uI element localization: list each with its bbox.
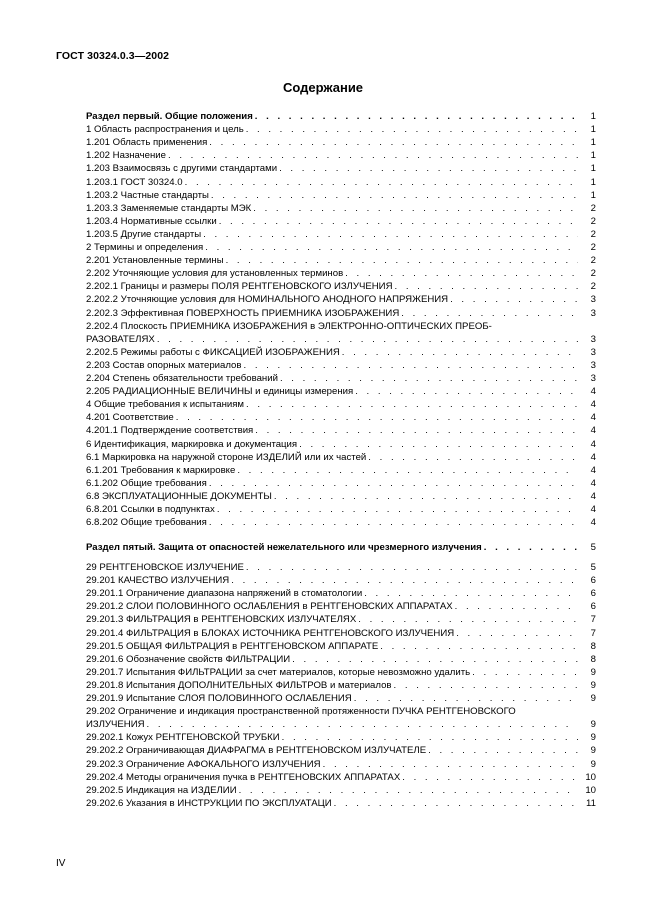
toc-entry-page: 2 (590, 228, 596, 240)
toc-entry-title: 29.201.9 Испытание СЛОЯ ПОЛОВИННОГО ОСЛАБЛЕНИЯ (86, 693, 352, 704)
toc-dot-leader (279, 162, 578, 175)
toc-entry-page: 2 (590, 242, 596, 253)
toc-entry-page: 2 (590, 202, 596, 214)
toc-entry-title: 29.202.6 Указания в ИНСТРУКЦИИ ПО ЭКСПЛУАТАЦИ (86, 797, 332, 809)
toc-entry-title: 6.8.201 Ссылки в подпунктах (86, 504, 215, 515)
toc-entry-title: РАЗОВАТЕЛЯХ (86, 333, 155, 345)
toc-entry-title: 1.203.1 ГОСТ 30324.0 (86, 176, 183, 188)
toc-entry-title: 29.202.1 Кожух РЕНТГЕНОВСКОЙ ТРУБКИ (86, 732, 280, 744)
toc-dot-leader (274, 490, 578, 503)
toc-entry-page: 6 (590, 575, 596, 587)
toc-entry-page: 3 (590, 373, 596, 384)
toc-entry-title: 1.203.5 Другие стандарты (86, 228, 202, 240)
toc-dot-leader (334, 797, 578, 810)
toc-entry (86, 307, 596, 320)
toc-entry (86, 679, 596, 692)
toc-dot-leader (299, 438, 578, 451)
toc-entry-title: 1.201 Область применения (86, 137, 208, 149)
toc-entry (86, 372, 596, 385)
toc-entry-page: 9 (590, 666, 596, 678)
toc-entry-page: 9 (590, 679, 596, 691)
toc-entry-title: 29.201.5 ОБЩАЯ ФИЛЬТРАЦИЯ в РЕНТГЕНОВСКОМ АППАРАТЕ (86, 640, 379, 652)
toc-entry-title: 1.203.4 Нормативные ссылки (86, 215, 217, 227)
toc-entry-title: 29.202.4 Методы ограничения пучка в РЕНТГЕНОВСКИХ АППАРАТАХ (86, 771, 401, 783)
toc-dot-leader (394, 679, 578, 692)
toc-dot-leader (455, 600, 578, 613)
toc-entry (86, 718, 596, 731)
toc-entry-title: 6.8 ЭКСПЛУАТАЦИОННЫЕ ДОКУМЕНТЫ (86, 490, 272, 502)
toc-entry-title: 2.202.3 Эффективная ПОВЕРХНОСТЬ ПРИЕМНИКА ИЗОБРАЖЕНИЯ (86, 307, 400, 319)
toc-dot-leader (402, 771, 578, 784)
toc-entry-page: 4 (590, 464, 596, 476)
toc-dot-leader (246, 561, 578, 574)
toc-entry-page: 10 (585, 771, 596, 783)
toc-dot-leader (211, 189, 578, 202)
toc-entry-page: 1 (590, 111, 596, 122)
toc-entry-page: 5 (590, 562, 596, 573)
toc-entry-title: 1.203 Взаимосвязь с другими стандартами (86, 163, 278, 175)
toc-entry-page: 1 (590, 124, 596, 136)
toc-entry-title: 2.202.1 Границы и размеры ПОЛЯ РЕНТГЕНОВСКОГО ИЗЛУЧЕНИЯ (86, 281, 393, 293)
toc-entry (86, 771, 596, 784)
toc-entry-page: 7 (590, 627, 596, 639)
toc-entry-title: 1 Область распространения и цель (86, 124, 244, 136)
toc-entry (86, 110, 596, 123)
toc-entry-title: Раздел первый. Общие положения (86, 111, 253, 122)
toc-entry-title: Раздел пятый. Защита от опасностей нежелательного или чрезмерного излучения (86, 542, 482, 553)
toc-entry-title: 4 Общие требования к испытаниям (86, 399, 245, 411)
toc-entry-title: 29.202.3 Ограничение АФОКАЛЬНОГО ИЗЛУЧЕНИЯ (86, 758, 321, 770)
toc-entry-page: 4 (590, 451, 596, 463)
toc-entry-page: 1 (590, 176, 596, 188)
toc-entry-page: 3 (590, 294, 596, 306)
toc-dot-leader (217, 503, 578, 516)
toc-entry (86, 797, 596, 810)
toc-entry-title: ИЗЛУЧЕНИЯ (86, 719, 145, 731)
toc-entry (86, 398, 596, 411)
toc-dot-leader (157, 333, 578, 346)
toc-dot-leader (355, 385, 578, 398)
toc-entry (86, 333, 596, 346)
toc-entry-page: 9 (590, 719, 596, 731)
toc-entry (86, 424, 596, 437)
toc-entry (86, 541, 596, 554)
toc-entry-page: 4 (590, 386, 596, 398)
toc-entry-title: 29.201 КАЧЕСТВО ИЗЛУЧЕНИЯ (86, 575, 230, 587)
toc-entry-title: 2.202.2 Уточняющие условия для НОМИНАЛЬНОГО АНОДНОГО НАПРЯЖЕНИЯ (86, 294, 449, 306)
toc-entry-title: 29.201.6 Обозначение свойств ФИЛЬТРАЦИИ (86, 653, 291, 665)
toc-entry-title: 1.203.2 Частные стандарты (86, 189, 209, 201)
toc-entry-page: 8 (590, 640, 596, 652)
toc-entry-title: 6.1 Маркировка на наружной стороне ИЗДЕЛИЙ или их частей (86, 451, 367, 463)
toc-dot-leader (176, 411, 578, 424)
toc-dot-leader (237, 464, 578, 477)
toc-dot-leader (380, 640, 578, 653)
toc-dot-leader (209, 136, 578, 149)
toc-dot-leader (246, 398, 578, 411)
toc-entry-title: 2 Термины и определения (86, 242, 204, 253)
toc-entry (86, 784, 596, 797)
toc-dot-leader (484, 541, 578, 554)
toc-dot-leader (364, 587, 578, 600)
toc-entry-page: 8 (590, 653, 596, 665)
toc-entry-title: 2.201 Установленные термины (86, 255, 224, 267)
toc-entry (86, 731, 596, 744)
toc-dot-leader (255, 110, 578, 123)
toc-entry-title: 29.201.4 ФИЛЬТРАЦИЯ в БЛОКАХ ИСТОЧНИКА РЕНТГЕНОВСКОГО ИЗЛУЧЕНИЯ (86, 627, 455, 639)
toc-entry-title: 2.205 РАДИАЦИОННЫЕ ВЕЛИЧИНЫ и единицы измерения (86, 386, 354, 398)
toc-dot-leader (395, 280, 579, 293)
toc-dot-leader (147, 718, 578, 731)
toc-dot-leader (342, 346, 578, 359)
toc-entry-title: 4.201.1 Подтверждение соответствия (86, 425, 254, 437)
toc-entry (86, 705, 596, 718)
toc-dot-leader (185, 176, 578, 189)
toc-dot-leader (231, 574, 578, 587)
toc-entry (86, 653, 596, 666)
toc-entry (86, 627, 596, 640)
toc-dot-leader (368, 451, 578, 464)
toc-dot-leader (244, 359, 579, 372)
toc-entry (86, 228, 596, 241)
toc-entry (86, 744, 596, 757)
toc-entry-page: 4 (590, 412, 596, 424)
toc-dot-leader (253, 202, 578, 215)
toc-entry-title: 6.8.202 Общие требования (86, 517, 207, 529)
toc-entry-page: 2 (590, 268, 596, 280)
toc-entry-title: 2.202 Уточняющие условия для установленных терминов (86, 268, 344, 280)
toc-entry-page: 4 (590, 490, 596, 502)
toc-entry-page: 4 (590, 517, 596, 529)
toc-entry-page: 7 (590, 614, 596, 626)
toc-entry (86, 254, 596, 267)
toc-entry (86, 490, 596, 503)
toc-entry-page: 2 (590, 215, 596, 227)
toc-entry (86, 587, 596, 600)
toc-entry-page: 4 (590, 504, 596, 515)
toc-entry-title: 2.202.5 Режимы работы с ФИКСАЦИЕЙ ИЗОБРАЖЕНИЯ (86, 346, 340, 358)
toc-entry (86, 136, 596, 149)
toc-dot-leader (428, 744, 578, 757)
toc-entry (86, 692, 596, 705)
toc-entry-page: 4 (590, 477, 596, 489)
toc-entry-page: 4 (590, 438, 596, 450)
toc-entry (86, 516, 596, 529)
toc-entry-page: 3 (590, 346, 596, 358)
toc-entry (86, 293, 596, 306)
toc-entry-page: 1 (590, 150, 596, 162)
toc-entry (86, 411, 596, 424)
toc-dot-leader (456, 627, 578, 640)
toc-entry-title: 29.201.7 Испытания ФИЛЬТРАЦИИ за счет материалов, которые невозможно удалить (86, 666, 471, 678)
toc-dot-leader (239, 784, 578, 797)
toc-entry-page: 9 (590, 758, 596, 770)
toc-entry (86, 280, 596, 293)
toc-entry (86, 162, 596, 175)
toc-dot-leader (209, 477, 578, 490)
document-header: ГОСТ 30324.0.3—2002 (56, 50, 170, 62)
toc-entry (86, 464, 596, 477)
toc-entry (86, 477, 596, 490)
toc-entry-title: 29.202 Ограничение и индикация пространственной протяженности ПУЧКА РЕНТГЕНОВСКОГО (86, 706, 516, 718)
toc-entry-page: 10 (585, 784, 596, 796)
toc-dot-leader (282, 731, 578, 744)
toc-dot-leader (354, 692, 578, 705)
toc-entry (86, 451, 596, 464)
toc-entry (86, 202, 596, 215)
toc-entry-title: 29.201.1 Ограничение диапазона напряжений в стоматологии (86, 588, 363, 600)
toc-entry-page: 3 (590, 307, 596, 319)
toc-dot-leader (209, 516, 578, 529)
toc-dot-leader (280, 372, 578, 385)
toc-dot-leader (292, 653, 578, 666)
toc-entry (86, 320, 596, 333)
toc-entry (86, 613, 596, 626)
toc-entry-page: 4 (590, 425, 596, 437)
toc-entry-title: 29.201.8 Испытания ДОПОЛНИТЕЛЬНЫХ ФИЛЬТРОВ и материалов (86, 679, 392, 691)
toc-entry (86, 241, 596, 254)
toc-entry-page: 9 (590, 693, 596, 704)
toc-dot-leader (472, 666, 578, 679)
toc-entry-page: 5 (590, 542, 596, 553)
page-number-footer: IV (56, 858, 66, 869)
toc-dot-leader (323, 758, 578, 771)
toc-entry (86, 176, 596, 189)
toc-entry (86, 561, 596, 574)
toc-entry (86, 385, 596, 398)
toc-entry (86, 438, 596, 451)
toc-entry-title: 1.202 Назначение (86, 150, 166, 162)
toc-dot-leader (345, 267, 578, 280)
toc-entry (86, 666, 596, 679)
toc-entry (86, 640, 596, 653)
toc-dot-leader (219, 215, 578, 228)
toc-entry-title: 2.203 Состав опорных материалов (86, 359, 242, 371)
toc-entry-title: 4.201 Соответствие (86, 412, 174, 424)
toc-dot-leader (401, 307, 578, 320)
toc-entry-title: 6 Идентификация, маркировка и документация (86, 438, 298, 450)
toc-dot-leader (358, 613, 578, 626)
toc-entry-page: 1 (590, 137, 596, 149)
toc-entry (86, 189, 596, 202)
toc-dot-leader (255, 424, 578, 437)
toc-dot-leader (168, 149, 578, 162)
toc-dot-leader (205, 241, 578, 254)
toc-entry-title: 29 РЕНТГЕНОВСКОЕ ИЗЛУЧЕНИЕ (86, 562, 244, 573)
toc-entry-title: 29.201.2 СЛОИ ПОЛОВИННОГО ОСЛАБЛЕНИЯ в РЕНТГЕНОВСКИХ АППАРАТАХ (86, 601, 453, 613)
toc-entry-page: 9 (590, 732, 596, 744)
toc-entry (86, 123, 596, 136)
toc-entry-page: 11 (586, 797, 596, 809)
toc-entry-page: 6 (590, 588, 596, 600)
toc-entry (86, 574, 596, 587)
toc-entry-title: 6.1.202 Общие требования (86, 477, 207, 489)
toc-entry-page: 1 (590, 163, 596, 175)
toc-entry-page: 3 (590, 333, 596, 345)
toc-entry (86, 346, 596, 359)
toc-entry-title: 29.202.2 Ограничивающая ДИАФРАГМА в РЕНТГЕНОВСКОМ ИЗЛУЧАТЕЛЕ (86, 745, 427, 757)
toc-entry-page: 2 (590, 255, 596, 267)
toc-dot-leader (203, 228, 578, 241)
toc-dot-leader (450, 293, 578, 306)
toc-entry-page: 4 (590, 399, 596, 411)
toc-entry-page: 9 (590, 745, 596, 757)
toc-entry (86, 503, 596, 516)
toc-entry-title: 2.204 Степень обязательности требований (86, 373, 278, 384)
toc-entry (86, 600, 596, 613)
toc-entry (86, 758, 596, 771)
toc-entry-page: 1 (590, 189, 596, 201)
toc-entry-title: 1.203.3 Заменяемые стандарты МЭК (86, 202, 252, 214)
toc-dot-leader (226, 254, 578, 267)
toc-entry-title: 29.201.3 ФИЛЬТРАЦИЯ в РЕНТГЕНОВСКИХ ИЗЛУЧАТЕЛЯХ (86, 614, 357, 626)
toc-entry (86, 149, 596, 162)
toc-entry-title: 6.1.201 Требования к маркировке (86, 464, 236, 476)
toc-entry-title: 2.202.4 Плоскость ПРИЕМНИКА ИЗОБРАЖЕНИЯ в ЭЛЕКТРОННО-ОПТИЧЕСКИХ ПРЕОБ- (86, 320, 492, 332)
toc-entry-page: 3 (590, 359, 596, 371)
page-title: Содержание (282, 80, 364, 95)
toc-dot-leader (246, 123, 578, 136)
toc-entry (86, 267, 596, 280)
toc-entry-title: 29.202.5 Индикация на ИЗДЕЛИИ (86, 784, 237, 796)
toc-entry-page: 2 (590, 281, 596, 293)
toc-entry (86, 215, 596, 228)
toc-entry-page: 6 (590, 601, 596, 613)
toc-entry (86, 359, 596, 372)
